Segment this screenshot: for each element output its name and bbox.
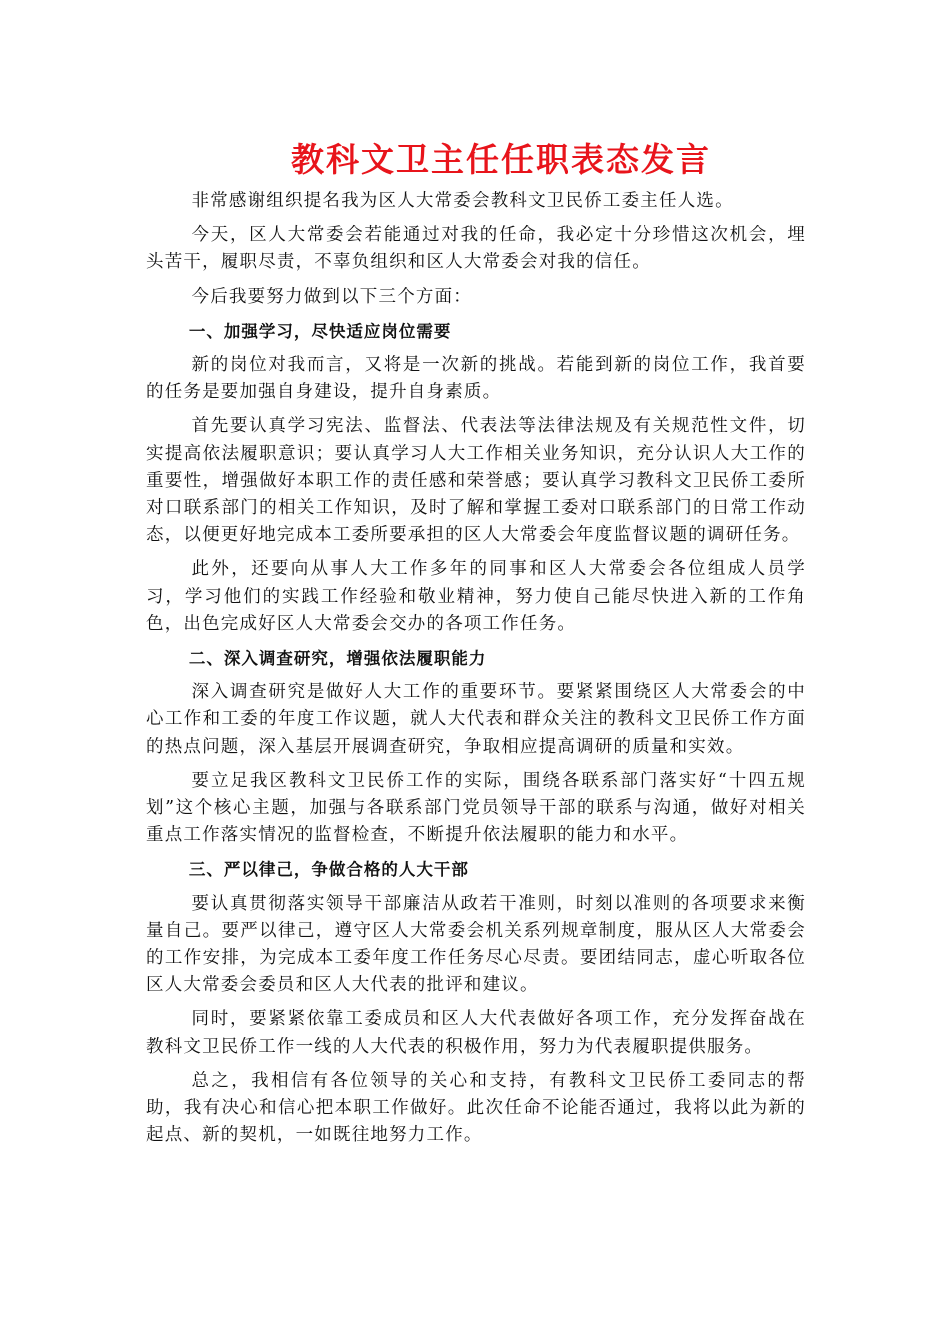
paragraph: 今后我要努力做到以下三个方面：	[191, 286, 472, 307]
paragraph: 要认真贯彻落实领导干部廉洁从政若干准则，时刻以准则的各项要求来衡量自己。要严以律己，遵守区人大常委会机关系列规章制度，服从区人大常委会的工作安排，为完成本工委年度工作任务尽心尽责。要团结同志，虚心听取各位区人大常委会委员和区人大代表的批评和建议。	[146, 893, 806, 996]
paragraph: 同时，要紧紧依靠工委成员和区人大代表做好各项工作，充分发挥奋战在教科文卫民侨工作一线的人大代表的积极作用，努力为代表履职提供服务。	[146, 1009, 806, 1057]
document-body	[146, 188, 806, 1157]
document-title: 教科文卫主任任职表态发言	[291, 140, 711, 179]
section-heading: 二、深入调查研究，增强依法履职能力	[188, 649, 487, 669]
paragraph: 非常感谢组织提名我为区人大常委会教科文卫民侨工委主任人选。	[191, 191, 734, 211]
paragraph: 新的岗位对我而言，又将是一次新的挑战。若能到新的岗位工作，我首要的任务是要加强自身建设，提升自身素质。	[146, 355, 806, 403]
paragraph: 总之，我相信有各位领导的关心和支持，有教科文卫民侨工委同志的帮助，我有决心和信心把本职工作做好。此次任命不论能否通过，我将以此为新的起点、新的契机，一如既往地努力工作。	[146, 1070, 806, 1146]
paragraph: 深入调查研究是做好人大工作的重要环节。要紧紧围绕区人大常委会的中心工作和工委的年度工作议题，就人大代表和群众关注的教科文卫民侨工作方面的热点问题，深入基层开展调查研究，争取相应提高调研的质量和实效。	[146, 682, 806, 757]
section-heading: 一、加强学习，尽快适应岗位需要	[188, 321, 452, 341]
section-heading: 三、严以律己，争做合格的人大干部	[188, 860, 469, 880]
paragraph: 今天，区人大常委会若能通过对我的任命，我必定十分珍惜这次机会，埋头苦干，履职尽责，不辜负组织和区人大常委会对我的信任。	[146, 225, 806, 273]
paragraph: 要立足我区教科文卫民侨工作的实际，围绕各联系部门落实好“十四五规划”这个核心主题，加强与各联系部门党员领导干部的联系与沟通，做好对相关重点工作落实情况的监督检查，不断提升依法履职的能力和水平。	[146, 770, 806, 846]
paragraph: 此外，还要向从事人大工作多年的同事和区人大常委会各位组成人员学习，学习他们的实践工作经验和敬业精神，努力使自己能尽快进入新的工作角色，出色完成好区人大常委会交办的各项工作任务。	[146, 559, 806, 634]
paragraph: 首先要认真学习宪法、监督法、代表法等法律法规及有关规范性文件，切实提高依法履职意识；要认真学习人大工作相关业务知识，充分认识人大工作的重要性，增强做好本职工作的责任感和荣誉感；要认真学习教科文卫民侨工委所对口联系部门的相关工作知识，及时了解和掌握工委对口联系部门的日常工作动态，以便更好地完成本工委所要承担的区人大常委会年度监督议题的调研任务。	[146, 416, 806, 546]
